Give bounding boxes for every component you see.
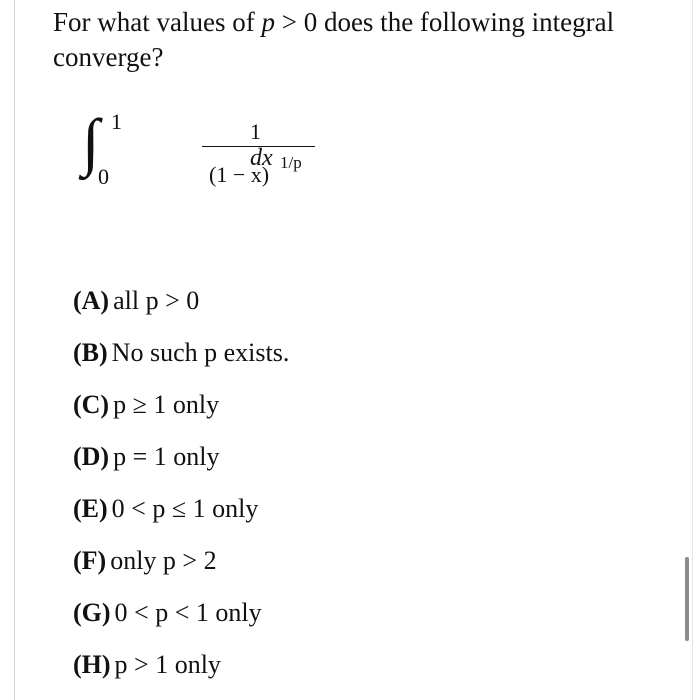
option-text: p ≥ 1 only: [113, 390, 220, 419]
option-text: 0 < p < 1 only: [114, 598, 262, 627]
denominator-base: (1 − x): [209, 162, 270, 187]
option-text: p > 1 only: [114, 650, 221, 679]
option-text: p = 1 only: [113, 442, 220, 471]
integral-upper-limit: 1: [111, 109, 122, 134]
option-g[interactable]: [73, 598, 262, 628]
integral-symbol: ∫: [82, 106, 100, 177]
question-suffix: > 0 does the following integral converge?: [53, 7, 615, 72]
option-h[interactable]: [73, 650, 221, 680]
fraction-numerator: 1: [250, 119, 261, 144]
option-label: (C): [73, 390, 110, 419]
option-label: (B): [73, 338, 108, 367]
option-c[interactable]: [73, 390, 219, 420]
integral-expression: [82, 106, 312, 200]
option-label: (A): [73, 286, 110, 315]
option-label: (G): [73, 598, 111, 627]
denominator-exponent: 1/p: [280, 153, 302, 172]
question-variable: p: [261, 7, 275, 37]
option-a[interactable]: [73, 286, 199, 316]
option-label: (E): [73, 494, 108, 523]
question-prefix: For what values of: [53, 7, 262, 37]
option-text: all p > 0: [113, 286, 200, 315]
option-e[interactable]: [73, 494, 258, 524]
option-text: only p > 2: [110, 546, 217, 575]
integral-differential: dx: [250, 145, 273, 171]
option-b[interactable]: [73, 338, 289, 368]
option-label: (D): [73, 442, 110, 471]
option-text: 0 < p ≤ 1 only: [111, 494, 259, 523]
option-f[interactable]: [73, 546, 217, 576]
option-label: (H): [73, 650, 111, 679]
scrollbar-thumb[interactable]: [685, 557, 689, 641]
option-text: No such p exists.: [111, 338, 290, 367]
right-border: [692, 0, 693, 700]
option-label: (F): [73, 546, 107, 575]
option-d[interactable]: [73, 442, 219, 472]
integral-lower-limit: 0: [98, 164, 109, 189]
question-text: [53, 5, 683, 75]
left-border: [14, 0, 15, 700]
